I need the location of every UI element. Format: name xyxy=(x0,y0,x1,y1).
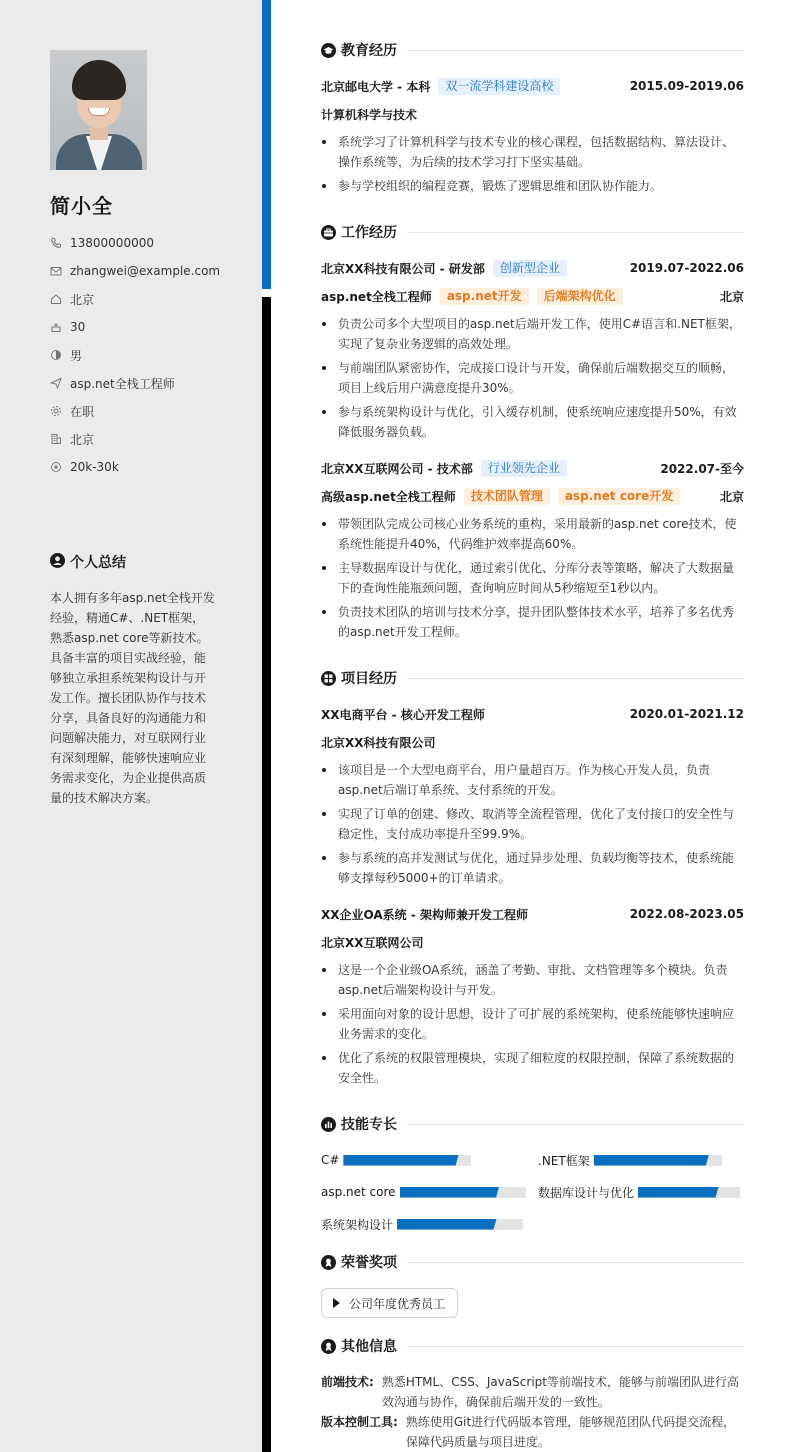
status-icon xyxy=(50,405,62,417)
section-title: 其他信息 xyxy=(341,1339,397,1355)
info-city xyxy=(50,425,250,453)
list-item: 参与学校组织的编程竞赛，锻炼了逻辑思维和团队协作能力。 xyxy=(321,176,744,196)
accent-bar-blue xyxy=(262,0,271,289)
job-header xyxy=(321,459,744,477)
skill-tag: asp.net core开发 xyxy=(558,488,680,505)
job-role-row xyxy=(321,287,744,305)
award-item[interactable] xyxy=(321,1288,458,1318)
skill-tag: 技术团队管理 xyxy=(464,488,550,505)
other-label: 前端技术: xyxy=(321,1375,374,1389)
briefcase-icon xyxy=(321,225,336,240)
company-tag: 行业领先企业 xyxy=(481,460,567,477)
other-item xyxy=(321,1412,744,1452)
project-company-row xyxy=(321,933,744,951)
list-item: 该项目是一个大型电商平台，用户量超百万。作为核心开发人员，负责asp.net后端订单系统、支付系统的开发。 xyxy=(321,760,744,800)
project-company-row xyxy=(321,733,744,751)
section-divider xyxy=(407,1346,744,1347)
info-salary xyxy=(50,453,250,481)
info-phone xyxy=(50,229,250,257)
skill-fill xyxy=(594,1155,709,1166)
sidebar xyxy=(0,0,262,1452)
phone-icon xyxy=(50,237,62,249)
skill-fill xyxy=(343,1155,458,1166)
graduation-cap-icon xyxy=(321,43,336,58)
list-item: 与前端团队紧密协作，完成接口设计与开发，确保前后端数据交互的顺畅，项目上线后用户满意度提升30%。 xyxy=(321,358,744,398)
education-date: 2015.09-2019.06 xyxy=(629,79,744,93)
project-name: XX企业OA系统 - 架构师兼开发工程师 xyxy=(321,907,529,922)
list-item: 负责公司多个大型项目的asp.net后端开发工作，使用C#语言和.NET框架，实现了复杂业务逻辑的高效处理。 xyxy=(321,314,744,354)
education-header xyxy=(321,77,744,95)
work-heading xyxy=(321,222,744,242)
education-heading xyxy=(321,40,744,60)
profile-photo xyxy=(50,50,147,170)
list-item: 带领团队完成公司核心业务系统的重构，采用最新的asp.net core技术，使系统性能提升40%，代码维护效率提高60%。 xyxy=(321,514,744,554)
company-tag: 创新型企业 xyxy=(493,260,567,277)
other-text: 熟练使用Git进行代码版本管理，能够规范团队代码提交流程，保障代码质量与项目进度。 xyxy=(405,1415,736,1449)
section-divider xyxy=(407,232,744,233)
info-gender xyxy=(50,341,250,369)
skill-track xyxy=(594,1155,722,1166)
user-icon xyxy=(50,553,65,572)
company-name: 北京XX互联网公司 - 技术部 xyxy=(321,461,473,476)
info-text: 在职 xyxy=(70,404,95,419)
skill-item xyxy=(538,1185,740,1199)
section-title: 项目经历 xyxy=(341,671,397,687)
skill-name: 系统架构设计 xyxy=(321,1217,394,1232)
project-header xyxy=(321,905,744,923)
contact-info-list xyxy=(50,229,250,481)
school-name: 北京邮电大学 - 本科 xyxy=(321,79,431,94)
gender-icon xyxy=(50,349,62,361)
info-position xyxy=(50,369,250,397)
section-divider xyxy=(407,1262,744,1263)
bar-chart-icon xyxy=(321,1117,336,1132)
job-location: 北京 xyxy=(719,489,744,504)
skill-item xyxy=(321,1153,471,1167)
skill-track xyxy=(397,1219,523,1230)
other-label: 版本控制工具: xyxy=(321,1415,398,1429)
award-icon xyxy=(321,1255,336,1270)
age-icon xyxy=(50,321,62,333)
info-age xyxy=(50,313,250,341)
skill-item xyxy=(538,1153,722,1167)
info-text: asp.net全栈工程师 xyxy=(70,376,175,391)
job-role-row xyxy=(321,487,744,505)
list-item: 这是一个企业级OA系统，涵盖了考勤、审批、文档管理等多个模块。负责asp.net后端架构设计与开发。 xyxy=(321,960,744,1000)
major: 计算机科学与技术 xyxy=(321,107,418,122)
list-item: 采用面向对象的设计思想，设计了可扩展的系统架构，使系统能够快速响应业务需求的变化。 xyxy=(321,1004,744,1044)
list-item: 实现了订单的创建、修改、取消等全流程管理，优化了支付接口的安全性与稳定性，支付成功率提升至99.9%。 xyxy=(321,804,744,844)
school-tag: 双一流学科建设高校 xyxy=(438,78,560,95)
section-divider xyxy=(407,1124,744,1125)
other-heading xyxy=(321,1336,744,1356)
project-date: 2022.08-2023.05 xyxy=(629,907,744,921)
award-label: 公司年度优秀员工 xyxy=(349,1296,446,1311)
education-bullets xyxy=(321,132,744,200)
info-text: 北京 xyxy=(70,292,95,307)
building-icon xyxy=(50,433,62,445)
other-item xyxy=(321,1372,744,1412)
list-item: 系统学习了计算机科学与技术专业的核心课程，包括数据结构、算法设计、操作系统等，为后续的技术学习打下坚实基础。 xyxy=(321,132,744,172)
list-item: 优化了系统的权限管理模块，实现了细粒度的权限控制，保障了系统数据的安全性。 xyxy=(321,1048,744,1088)
job-location: 北京 xyxy=(719,289,744,304)
award-icon xyxy=(321,1339,336,1354)
project-name: XX电商平台 - 核心开发工程师 xyxy=(321,707,485,722)
skill-name: C# xyxy=(321,1153,340,1167)
info-text: 男 xyxy=(70,348,83,363)
awards-heading xyxy=(321,1252,744,1272)
summary-heading xyxy=(50,552,126,572)
info-location xyxy=(50,285,250,313)
home-icon xyxy=(50,293,62,305)
project-company: 北京XX科技有限公司 xyxy=(321,735,436,750)
project-header xyxy=(321,705,744,723)
skill-name: .NET框架 xyxy=(538,1153,590,1168)
skill-item xyxy=(321,1217,523,1231)
skill-track xyxy=(638,1187,740,1198)
other-text: 熟悉HTML、CSS、JavaScript等前端技术，能够与前端团队进行高效沟通与协作，确保前后端开发的一致性。 xyxy=(381,1375,739,1409)
info-text: 20k-30k xyxy=(70,460,119,474)
accent-bar-black xyxy=(262,297,271,1452)
grid-icon xyxy=(321,671,336,686)
skill-track xyxy=(400,1187,526,1198)
caret-right-icon xyxy=(333,1298,340,1308)
skill-track xyxy=(343,1155,471,1166)
info-text: 30 xyxy=(70,320,86,334)
section-divider xyxy=(407,50,744,51)
skill-fill xyxy=(638,1187,719,1198)
job-role: asp.net全栈工程师 xyxy=(321,289,432,304)
skill-name: 数据库设计与优化 xyxy=(538,1185,635,1200)
job-bullets xyxy=(321,314,744,446)
project-date: 2020.01-2021.12 xyxy=(629,707,744,721)
summary-title: 个人总结 xyxy=(70,555,126,571)
info-status xyxy=(50,397,250,425)
project-bullets xyxy=(321,760,744,892)
info-text: 北京 xyxy=(70,432,95,447)
skill-name: asp.net core xyxy=(321,1185,396,1199)
section-title: 教育经历 xyxy=(341,43,397,59)
section-divider xyxy=(407,678,744,679)
list-item: 负责技术团队的培训与技术分享，提升团队整体技术水平，培养了多名优秀的asp.net开发工程师。 xyxy=(321,602,744,642)
list-item: 主导数据库设计与优化，通过索引优化、分库分表等策略，解决了大数据量下的查询性能瓶颈问题，查询响应时间从5秒缩短至1秒以内。 xyxy=(321,558,744,598)
projects-heading xyxy=(321,668,744,688)
job-date: 2019.07-2022.06 xyxy=(629,261,744,275)
skill-tag: asp.net开发 xyxy=(440,288,529,305)
summary-text: 本人拥有多年asp.net全栈开发经验，精通C#、.NET框架，熟悉asp.net core等新技术。具备丰富的项目实战经验，能够独立承担系统架构设计与开发工作。擅长团队协作与技术分享，具备良好的沟通能力和问题解决能力，对互联网行业有深刻理解，能够快速响应业务需求变化，为企业提供高质量的技术解决方案。 xyxy=(50,591,215,805)
section-title: 荣誉奖项 xyxy=(341,1255,397,1271)
project-bullets xyxy=(321,960,744,1092)
info-text: zhangwei@example.com xyxy=(70,264,221,278)
skill-fill xyxy=(400,1187,500,1198)
profile-name: 简小全 xyxy=(50,194,113,218)
list-item: 参与系统架构设计与优化，引入缓存机制，使系统响应速度提升50%，有效降低服务器负载。 xyxy=(321,402,744,442)
job-date: 2022.07-至今 xyxy=(660,461,744,476)
skills-heading xyxy=(321,1114,744,1134)
section-title: 技能专长 xyxy=(341,1117,397,1133)
skill-fill xyxy=(397,1219,497,1230)
skill-tag: 后端架构优化 xyxy=(537,288,623,305)
salary-icon xyxy=(50,461,62,473)
info-email xyxy=(50,257,250,285)
section-title: 工作经历 xyxy=(341,225,397,241)
education-major-row xyxy=(321,105,744,123)
send-icon xyxy=(50,377,62,389)
job-bullets xyxy=(321,514,744,646)
company-name: 北京XX科技有限公司 - 研发部 xyxy=(321,261,485,276)
skill-item xyxy=(321,1185,526,1199)
job-role: 高级asp.net全栈工程师 xyxy=(321,489,456,504)
project-company: 北京XX互联网公司 xyxy=(321,935,424,950)
info-text: 13800000000 xyxy=(70,236,154,250)
list-item: 参与系统的高并发测试与优化，通过异步处理、负载均衡等技术，使系统能够支撑每秒5000+的订单请求。 xyxy=(321,848,744,888)
mail-icon xyxy=(50,265,62,277)
job-header xyxy=(321,259,744,277)
